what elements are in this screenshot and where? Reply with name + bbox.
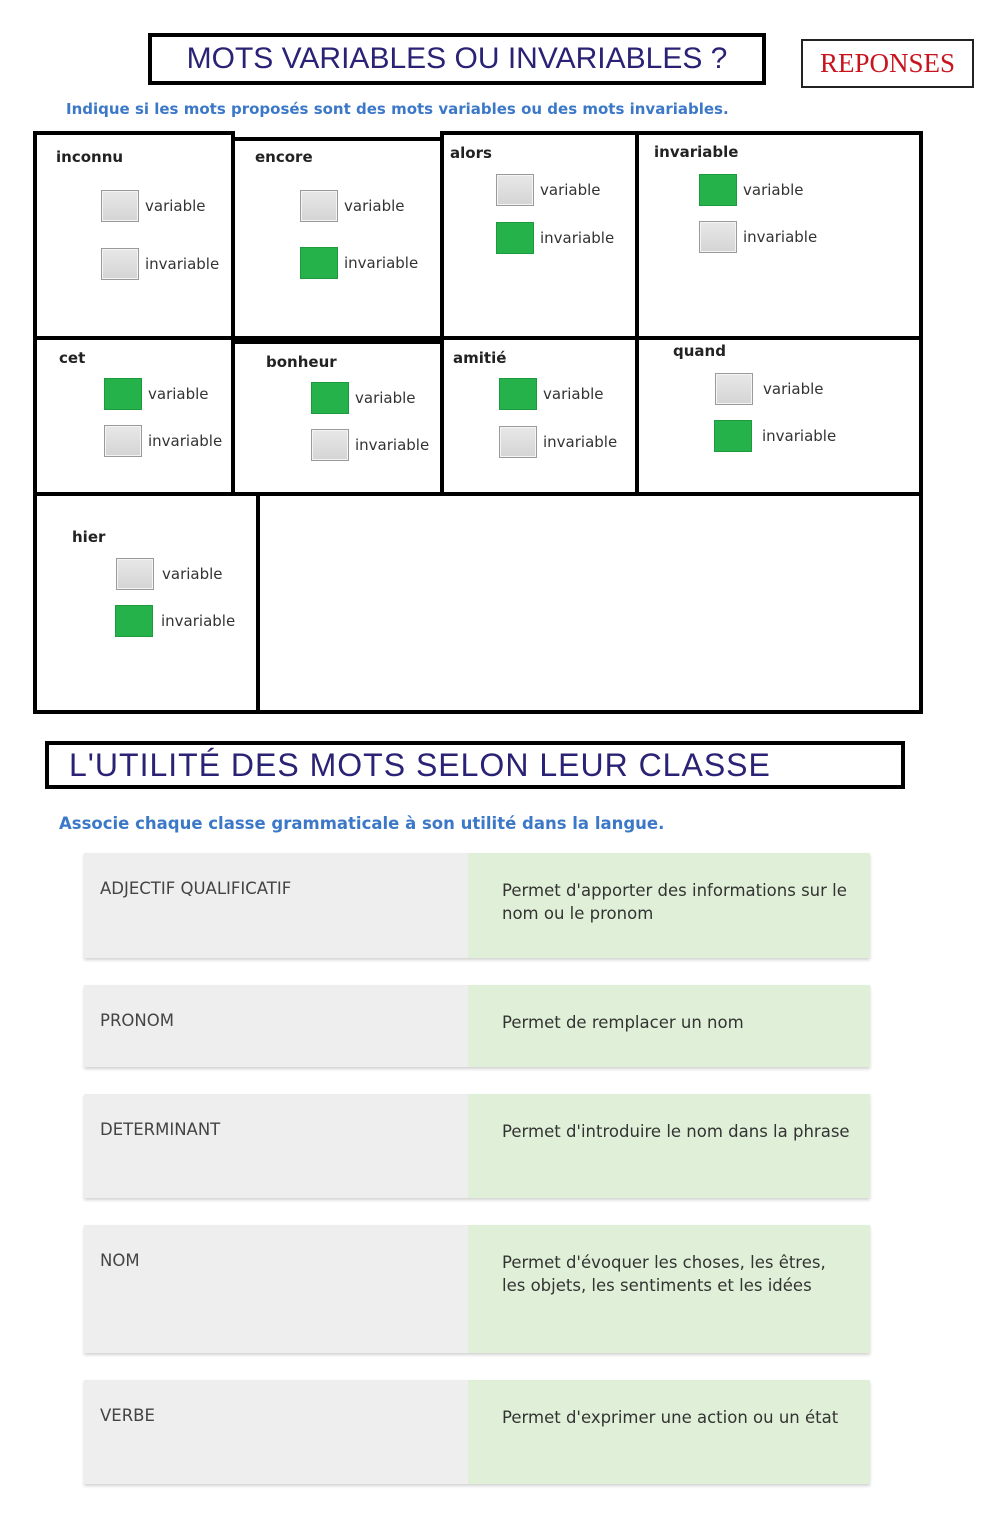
match-class[interactable]: DETERMINANT bbox=[84, 1094, 468, 1198]
option-variable[interactable] bbox=[104, 378, 209, 410]
option-invariable[interactable] bbox=[115, 605, 235, 637]
match-use[interactable]: Permet d'introduire le nom dans la phrase bbox=[468, 1094, 870, 1198]
match-class[interactable]: NOM bbox=[84, 1225, 468, 1353]
option-variable[interactable] bbox=[499, 378, 604, 410]
option-invariable[interactable] bbox=[699, 221, 817, 253]
option-invariable[interactable] bbox=[104, 425, 222, 457]
match-row[interactable] bbox=[84, 985, 870, 1067]
checkbox-checked[interactable] bbox=[311, 382, 349, 414]
quiz-word: quand bbox=[673, 342, 726, 360]
option-variable[interactable] bbox=[300, 190, 405, 222]
option-variable[interactable] bbox=[116, 558, 223, 590]
option-label: invariable bbox=[543, 433, 618, 451]
quiz-cell-quand bbox=[635, 336, 923, 496]
option-label: variable bbox=[148, 385, 209, 403]
checkbox[interactable] bbox=[499, 426, 537, 458]
checkbox[interactable] bbox=[101, 190, 139, 222]
quiz-word: hier bbox=[72, 528, 106, 546]
option-variable[interactable] bbox=[101, 190, 206, 222]
option-invariable[interactable] bbox=[714, 420, 836, 452]
option-variable[interactable] bbox=[496, 174, 601, 206]
match-row[interactable] bbox=[84, 1380, 870, 1484]
option-label: variable bbox=[543, 385, 604, 403]
option-invariable[interactable] bbox=[101, 248, 219, 280]
checkbox-checked[interactable] bbox=[714, 420, 752, 452]
checkbox[interactable] bbox=[496, 174, 534, 206]
option-label: invariable bbox=[743, 228, 818, 246]
option-invariable[interactable] bbox=[311, 429, 429, 461]
quiz-word: alors bbox=[450, 144, 492, 162]
option-label: variable bbox=[743, 181, 804, 199]
option-variable[interactable] bbox=[699, 174, 804, 206]
option-label: invariable bbox=[161, 612, 236, 630]
checkbox[interactable] bbox=[715, 373, 753, 405]
checkbox-checked[interactable] bbox=[300, 247, 338, 279]
option-label: invariable bbox=[355, 436, 430, 454]
option-label: invariable bbox=[540, 229, 615, 247]
quiz-word: invariable bbox=[654, 143, 739, 161]
option-label: variable bbox=[763, 380, 824, 398]
quiz-cell-empty bbox=[256, 492, 923, 714]
match-class[interactable]: VERBE bbox=[84, 1380, 468, 1484]
quiz-cell-hier bbox=[33, 492, 260, 714]
checkbox-checked[interactable] bbox=[104, 378, 142, 410]
option-label: variable bbox=[540, 181, 601, 199]
quiz-cell-encore bbox=[231, 137, 444, 340]
match-class[interactable]: PRONOM bbox=[84, 985, 468, 1067]
option-label: invariable bbox=[762, 427, 837, 445]
option-variable[interactable] bbox=[715, 373, 824, 405]
match-use[interactable]: Permet d'évoquer les choses, les êtres, les objets, les sentiments et les idées bbox=[468, 1225, 870, 1353]
match-use[interactable]: Permet d'apporter des informations sur le nom ou le pronom bbox=[468, 853, 870, 958]
section-title: L'UTILITÉ DES MOTS SELON LEUR CLASSE bbox=[45, 741, 905, 789]
match-class[interactable]: ADJECTIF QUALIFICATIF bbox=[84, 853, 468, 958]
match-use[interactable]: Permet de remplacer un nom bbox=[468, 985, 870, 1067]
quiz-word: cet bbox=[59, 349, 86, 367]
checkbox-checked[interactable] bbox=[499, 378, 537, 410]
option-label: invariable bbox=[148, 432, 223, 450]
section-instruction: Associe chaque classe grammaticale à son utilité dans la langue. bbox=[59, 814, 665, 833]
match-row[interactable] bbox=[84, 853, 870, 958]
quiz-word: bonheur bbox=[266, 353, 337, 371]
option-label: variable bbox=[162, 565, 223, 583]
option-invariable[interactable] bbox=[496, 222, 614, 254]
option-invariable[interactable] bbox=[499, 426, 617, 458]
checkbox-checked[interactable] bbox=[115, 605, 153, 637]
quiz-word: inconnu bbox=[56, 148, 124, 166]
option-label: variable bbox=[355, 389, 416, 407]
checkbox[interactable] bbox=[101, 248, 139, 280]
option-label: variable bbox=[145, 197, 206, 215]
checkbox[interactable] bbox=[104, 425, 142, 457]
match-row[interactable] bbox=[84, 1094, 870, 1198]
checkbox-checked[interactable] bbox=[496, 222, 534, 254]
option-invariable[interactable] bbox=[300, 247, 418, 279]
answers-tag: REPONSES bbox=[801, 39, 974, 88]
checkbox[interactable] bbox=[300, 190, 338, 222]
checkbox[interactable] bbox=[699, 221, 737, 253]
option-variable[interactable] bbox=[311, 382, 416, 414]
quiz-cell-bonheur bbox=[231, 340, 444, 496]
option-label: variable bbox=[344, 197, 405, 215]
option-label: invariable bbox=[145, 255, 220, 273]
match-use[interactable]: Permet d'exprimer une action ou un état bbox=[468, 1380, 870, 1484]
match-row[interactable] bbox=[84, 1225, 870, 1353]
checkbox[interactable] bbox=[311, 429, 349, 461]
checkbox-checked[interactable] bbox=[699, 174, 737, 206]
quiz-word: amitié bbox=[453, 349, 507, 367]
instruction-text: Indique si les mots proposés sont des mots variables ou des mots invariables. bbox=[66, 100, 729, 118]
checkbox[interactable] bbox=[116, 558, 154, 590]
quiz-word: encore bbox=[255, 148, 313, 166]
option-label: invariable bbox=[344, 254, 419, 272]
page-title: MOTS VARIABLES OU INVARIABLES ? bbox=[148, 33, 766, 85]
